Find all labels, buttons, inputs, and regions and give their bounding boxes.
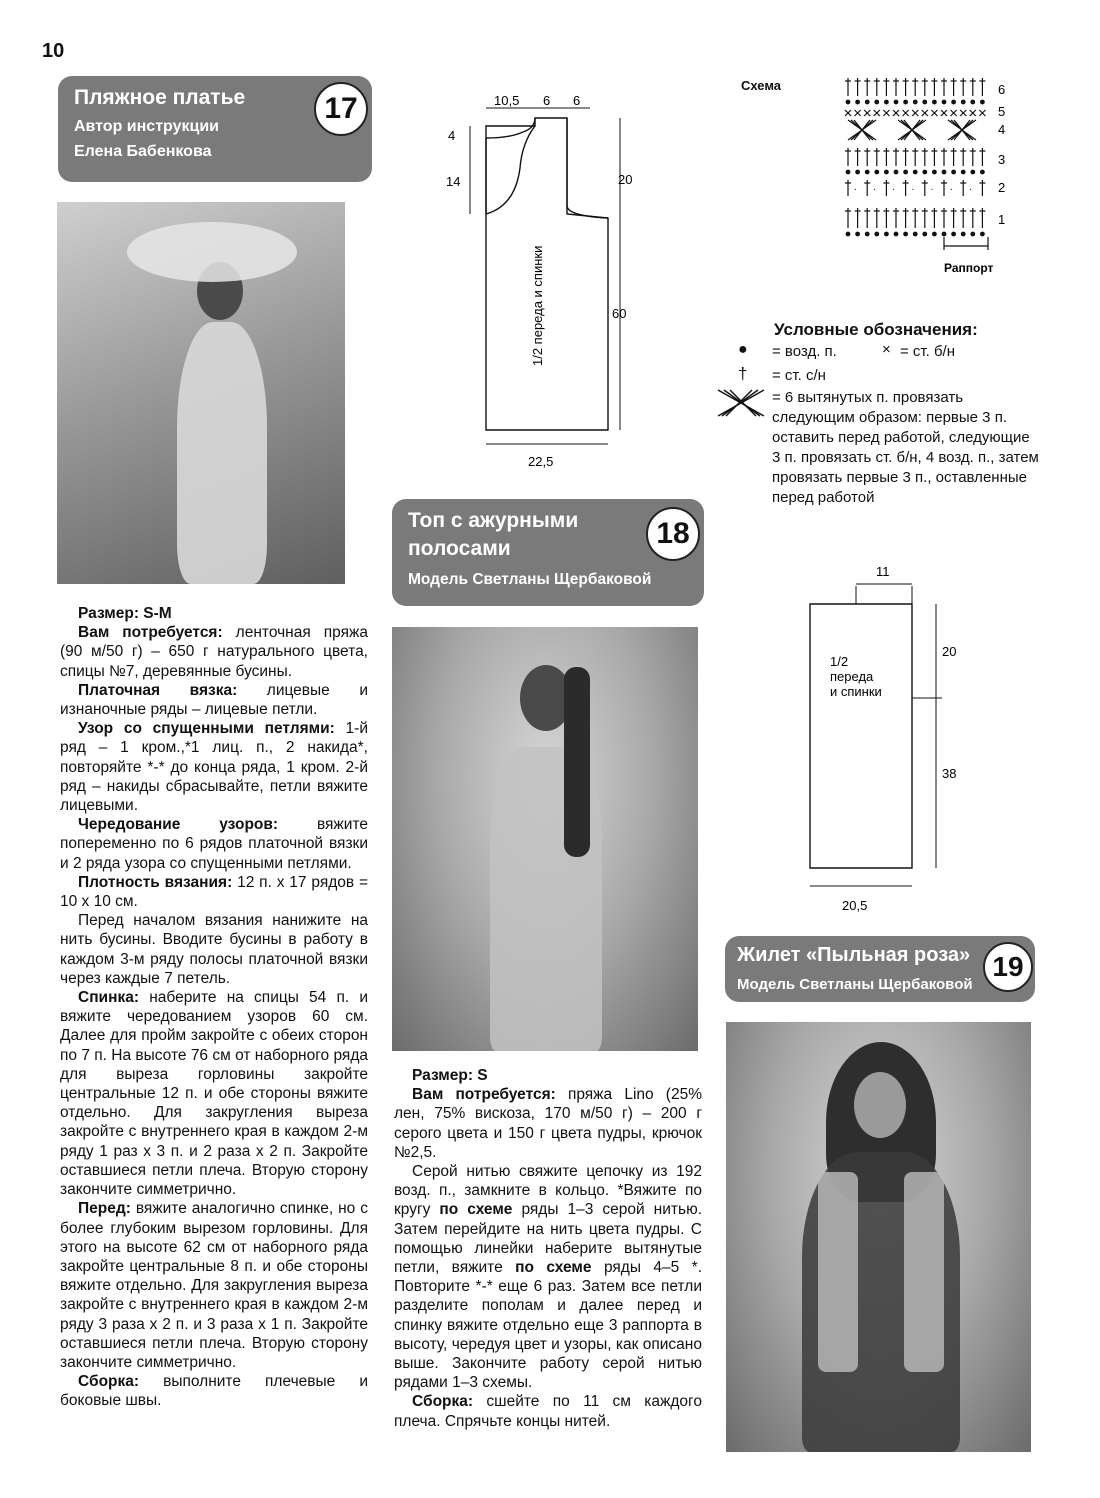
- item19-photo: [726, 1022, 1031, 1452]
- item17-assembly-label: Сборка:: [78, 1373, 140, 1391]
- legend-dc-text: = ст. с/н: [772, 367, 826, 384]
- item17-alt-label: Чередование узоров:: [78, 816, 279, 834]
- legend-heading: Условные обозначения:: [774, 320, 978, 339]
- item17-dim-left-2: 14: [446, 174, 461, 189]
- item17-banner: [58, 76, 372, 182]
- item17-dim-right-1: 20: [618, 172, 633, 187]
- scheme-row-2: 2: [998, 180, 1006, 195]
- item18-pattern-label-3: и спинки: [830, 684, 882, 699]
- legend-sc-icon: ×: [882, 341, 891, 358]
- item18-assembly-label: Сборка:: [412, 1393, 474, 1411]
- item17-gauge-label: Плотность вязания:: [78, 873, 233, 891]
- item18-size-label: Размер:: [412, 1067, 473, 1084]
- item19-banner: [725, 936, 1035, 1002]
- svg-text:·: ·: [968, 184, 973, 195]
- item18-scheme-title: Схема: [741, 78, 782, 93]
- item17-gauge-text: 12 п. х 17 рядов = 10 х 10 см.: [60, 873, 368, 911]
- legend-cross-text: = 6 вытянутых п. провязать следующим образом: первые 3 п. оставить перед работой, следующие 3 п. провязать ст. б/н, 4 возд. п., затем провязать первые 3 п., оставленные перед работой: [772, 389, 1039, 506]
- item17-back-text: наберите на спицы 54 п. и вяжите чередованием узоров 60 см. Далее для пройм закройте с обеих сторон по 7 п. На высоте 76 см от наборного ряда для выреза горловины закройте центральные 12 п. и обе стороны вяжите отдельно. Для закругления выреза закройте с внутреннего края в каждом 2-м ряду 1 раз х 3 п. и 2 раза х 2 п. Закройте оставшиеся петли плеча. Вторую сторону закончите симметрично.: [60, 989, 368, 1199]
- scheme-row-5: 5: [998, 104, 1006, 119]
- item18-need-label: Вам потребуется:: [412, 1086, 556, 1104]
- item17-assembly-text: выполните плечевые и боковые швы.: [60, 1373, 368, 1410]
- legend-chain-icon: ●: [738, 341, 748, 358]
- item18-banner: [392, 499, 704, 606]
- svg-text:·: ·: [892, 184, 896, 195]
- item18-dim-top: 11: [876, 564, 890, 579]
- svg-text:·: ·: [911, 184, 915, 195]
- item19-number-badge: 19: [983, 942, 1033, 992]
- item18-number-badge: 18: [646, 507, 700, 561]
- item17-text: [60, 604, 368, 1411]
- page-number: 10: [42, 40, 65, 62]
- item19-title: Жилет «Пыльная роза»: [737, 944, 971, 966]
- item17-need-text: ленточная пряжа (90 м/50 г) – 650 г натурального цвета, спицы №7, деревянные бусины.: [60, 624, 368, 680]
- item18-title-line2: полосами: [408, 537, 511, 560]
- item18-dim-right-2: 38: [942, 766, 957, 781]
- item18-crochet-scheme: [840, 72, 1020, 282]
- scheme-row-1: 1: [998, 212, 1006, 227]
- item18-body-bold2: по схеме: [515, 1259, 592, 1277]
- item17-dim-top-3: 6: [573, 93, 581, 108]
- scheme-row-4: 4: [998, 122, 1006, 137]
- item17-stocking-label: Платочная вязка:: [78, 681, 238, 699]
- item17-size-label: Размер:: [78, 605, 139, 622]
- item17-dim-right-2: 60: [612, 306, 627, 321]
- item18-body-bold1: по схеме: [439, 1201, 513, 1219]
- svg-text:·: ·: [949, 184, 953, 195]
- legend-dc-icon: †: [738, 364, 748, 383]
- item17-pattern-label: 1/2 переда и спинки: [530, 245, 545, 366]
- item17-title: Пляжное платье: [74, 86, 246, 109]
- item18-title-line1: Топ с ажурными: [408, 509, 579, 532]
- item18-body-mid: ряды 1–3 серой нитью. Затем перейдите на нить цвета пудры. С помощью линейки наберите вытянутые петли, вяжите: [394, 1201, 703, 1277]
- legend-sc-text: = ст. б/н: [900, 343, 956, 360]
- item18-dim-bottom: 20,5: [842, 898, 868, 913]
- item17-need-label: Вам потребуется:: [78, 624, 223, 642]
- item17-author-name: Елена Бабенкова: [74, 143, 212, 160]
- item18-legend: [712, 320, 1042, 508]
- item17-dim-left-1: 4: [448, 128, 456, 143]
- item17-front-label: Перед:: [78, 1200, 131, 1218]
- item17-dim-top-2: 6: [543, 93, 551, 108]
- item18-pattern-label-1: 1/2: [830, 654, 849, 669]
- item18-body-post: ряды 4–5 *. Повторите *-* еще 6 раз. Затем все петли разделите пополам и далее перед и спинку вяжите отдельно еще 3 раппорта в высоту, чередуя цвет и узоры, как описано выше. Закончите работу серой нитью рядами 1–3 схемы.: [394, 1259, 702, 1392]
- item17-dim-bottom: 22,5: [528, 454, 554, 469]
- svg-text:·: ·: [853, 184, 857, 195]
- item17-author-label: Автор инструкции: [74, 118, 220, 135]
- item17-beads-text: Перед началом вязания нанижите на нить бусины. Вводите бусины в работу в каждом 3-м ряду полосы платочной вязки через каждые 7 петель.: [60, 912, 368, 987]
- svg-text:·: ·: [930, 184, 934, 195]
- legend-chain-text: = возд. п.: [772, 343, 837, 360]
- svg-text:·: ·: [872, 184, 877, 195]
- item18-body-pre: Серой нитью свяжите цепочку из 192 возд. п., замкните в кольцо. *Вяжите по кругу: [394, 1163, 702, 1219]
- scheme-row-6: 6: [998, 82, 1006, 97]
- scheme-repeat-label: Раппорт: [944, 261, 994, 275]
- item18-dim-right-1: 20: [942, 644, 957, 659]
- item17-dim-top-1: 10,5: [494, 93, 520, 108]
- item17-pattern-diagram: [440, 88, 640, 478]
- item17-drop-label: Узор со спущенными петлями:: [78, 720, 335, 738]
- item18-model: Модель Светланы Щербаковой: [408, 571, 652, 588]
- item18-text: [394, 1066, 702, 1431]
- item18-photo: [392, 627, 698, 1051]
- item17-stocking-text: лицевые и изнаночные ряды – лицевые петли.: [60, 681, 368, 719]
- item17-photo: [57, 202, 345, 584]
- item17-back-label: Спинка:: [78, 989, 139, 1007]
- item18-need-text: пряжа Lino (25% лен, 75% вискоза, 170 м/50 г) – 200 г серого цвета и 150 г цвета пудры, крючок №2,5.: [394, 1086, 702, 1161]
- item17-front-text: вяжите аналогично спинке, но с более глубоким вырезом горловины. Для этого на высоте 62 см от наборного ряда закройте центральные 8 п. и обе стороны вяжите отдельно. Для закругления выреза закройте с внутреннего края в каждом 2-м ряду 3 раза х 2 п. и 3 раза х 1 п. Закройте оставшиеся петли плеча. Вторую сторону закончите симметрично.: [60, 1200, 368, 1371]
- item18-pattern-label-2: переда: [830, 669, 874, 684]
- scheme-row-3: 3: [998, 152, 1006, 167]
- item18-assembly-text: сшейте по 11 см каждого плеча. Спрячьте концы нитей.: [394, 1393, 702, 1430]
- item17-alt-text: вяжите попеременно по 6 рядов платочной вязки и 2 ряда узора со спущенными петлями.: [60, 816, 368, 872]
- item19-model: Модель Светланы Щербаковой: [737, 976, 973, 993]
- item18-size-value: S: [477, 1067, 488, 1084]
- item17-size-value: S-M: [143, 605, 172, 622]
- item17-number-badge: 17: [314, 82, 368, 136]
- legend-cross-icon: [716, 388, 766, 418]
- item17-drop-text: 1-й ряд – 1 кром.,*1 лиц. п., 2 накида*, повторяйте *-* до конца ряда, 1 кром. 2-й ряд – накиды сбрасывайте, петли вяжите лицевыми.: [60, 720, 368, 815]
- item18-pattern-diagram: [790, 556, 1000, 918]
